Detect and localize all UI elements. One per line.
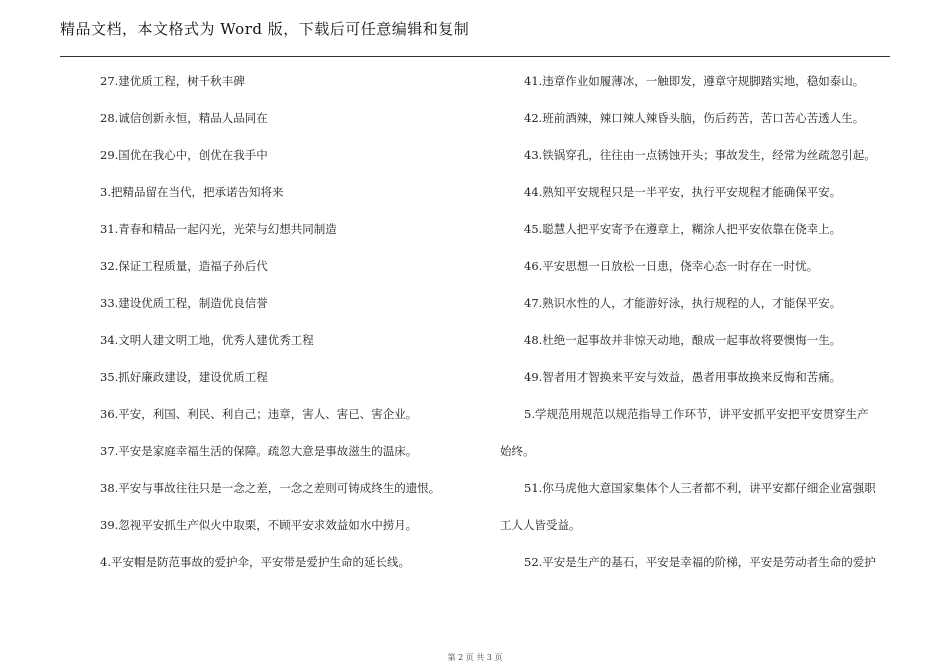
text-line: 始终。 — [500, 444, 535, 458]
text-line: 32.保证工程质量，造福子孙后代 — [100, 259, 268, 273]
text-line: 35.抓好廉政建设，建设优质工程 — [100, 370, 268, 384]
text-line: 34.文明人建文明工地，优秀人建优秀工程 — [100, 333, 314, 347]
text-line: 3.把精品留在当代，把承诺告知将来 — [100, 185, 284, 199]
text-line: 46.平安思想一日放松一日患，侥幸心态一时存在一时忧。 — [524, 259, 819, 273]
text-line: 5.学规范用规范以规范指导工作环节，讲平安抓平安把平安贯穿生产 — [524, 407, 869, 421]
text-line: 43.铁锅穿孔，往往由一点锈蚀开头；事故发生，经常为丝疏忽引起。 — [524, 148, 876, 162]
text-line: 33.建设优质工程，制造优良信誉 — [100, 296, 268, 310]
text-line: 38.平安与事故往往只是一念之差，一念之差则可铸成终生的遗恨。 — [100, 481, 441, 495]
text-line: 44.熟知平安规程只是一半平安，执行平安规程才能确保平安。 — [524, 185, 842, 199]
text-line: 49.智者用才智换来平安与效益，愚者用事故换来反悔和苦痛。 — [524, 370, 842, 384]
text-line: 28.诚信创新永恒，精品人品同在 — [100, 111, 268, 125]
right-column — [500, 72, 892, 590]
text-line: 47.熟识水性的人，才能游好泳，执行规程的人，才能保平安。 — [524, 296, 842, 310]
header-divider — [60, 56, 890, 57]
text-line: 41.违章作业如履薄冰，一触即发，遵章守规脚踏实地，稳如泰山。 — [524, 74, 865, 88]
text-line: 37.平安是家庭幸福生活的保障。疏忽大意是事故滋生的温床。 — [100, 444, 418, 458]
text-line: 29.国优在我心中，创优在我手中 — [100, 148, 268, 162]
left-column — [100, 72, 460, 590]
text-line: 52.平安是生产的基石，平安是幸福的阶梯，平安是劳动者生命的爱护 — [524, 555, 876, 569]
text-line: 工人人皆受益。 — [500, 518, 581, 532]
text-line: 27.建优质工程，树千秋丰碑 — [100, 74, 245, 88]
text-line: 39.忽视平安抓生产似火中取栗，不顾平安求效益如水中捞月。 — [100, 518, 418, 532]
text-line: 51.你马虎他大意国家集体个人三者都不利，讲平安都仔细企业富强职 — [524, 481, 876, 495]
text-line: 45.聪慧人把平安寄予在遵章上，糊涂人把平安依靠在侥幸上。 — [524, 222, 842, 236]
text-line: 48.杜绝一起事故并非惊天动地，酿成一起事故将要懊悔一生。 — [524, 333, 842, 347]
text-line: 31.青春和精品一起闪光，光荣与幻想共同制造 — [100, 222, 337, 236]
text-line: 42.班前酒辣，辣口辣人辣昏头脑，伤后药苦，苦口苦心苦透人生。 — [524, 111, 865, 125]
text-line: 4.平安帽是防范事故的爱护伞，平安带是爱护生命的延长线。 — [100, 555, 410, 569]
page-number: 第 2 页 共 3 页 — [447, 653, 503, 662]
document-header: 精品文档，本文格式为 Word 版，下载后可任意编辑和复制 — [60, 20, 470, 38]
text-line: 36.平安，利国、利民、利自己；违章，害人、害已、害企业。 — [100, 407, 418, 421]
